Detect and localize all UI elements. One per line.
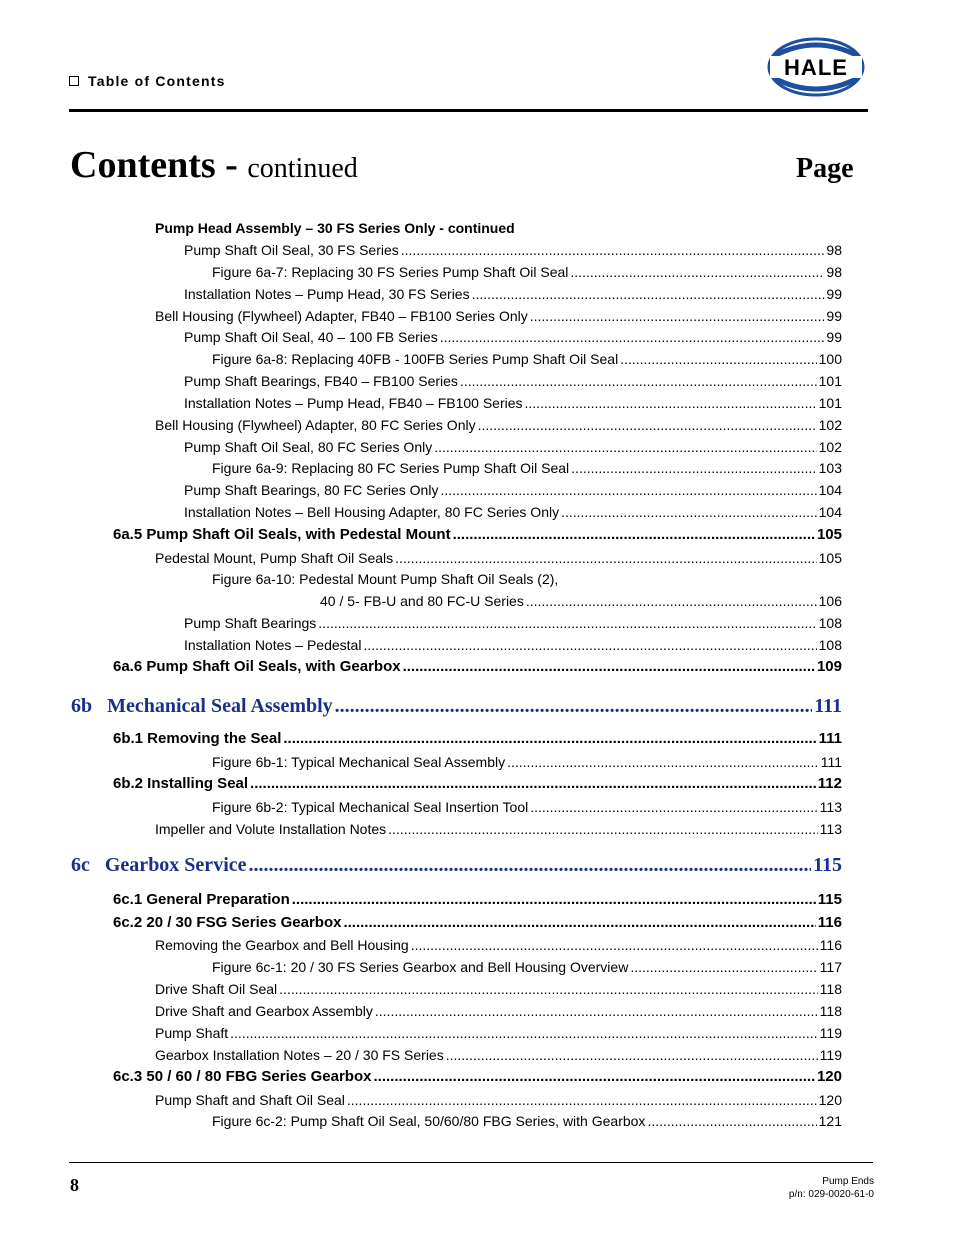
toc-entry[interactable]: Gearbox Installation Notes – 20 / 30 FS Series ..... 119: [155, 1046, 842, 1064]
page-number: 108: [818, 637, 842, 653]
page-number: 120: [816, 1068, 842, 1085]
dot-leader: [318, 614, 816, 632]
dot-leader: [530, 307, 825, 325]
page-number: 104: [818, 504, 842, 520]
footer-rule: [69, 1162, 873, 1163]
dot-leader: [249, 853, 812, 877]
hale-logo: [766, 36, 866, 98]
page-number: 99: [826, 308, 842, 324]
page-number: 112: [817, 775, 842, 792]
dot-leader: [411, 936, 818, 954]
dot-leader: [446, 1046, 818, 1064]
page-number: 101: [818, 395, 842, 411]
page-number: 103: [818, 460, 842, 476]
toc-entry[interactable]: 40 / 5- FB-U and 80 FC-U Series ..... 106: [320, 592, 842, 610]
dot-leader: [403, 658, 815, 676]
dot-leader: [570, 263, 824, 281]
page-number: 101: [818, 373, 842, 389]
dot-leader: [561, 503, 817, 521]
toc-entry[interactable]: Figure 6a-8: Replacing 40FB - 100FB Series Pump Shaft Oil Seal ..... 100: [212, 350, 842, 368]
page-number: 113: [819, 821, 842, 837]
page-number: 119: [819, 1047, 842, 1063]
header-rule: [69, 109, 868, 112]
page-number: 118: [819, 1003, 842, 1019]
title-continued: continued: [247, 153, 358, 184]
dot-leader: [373, 1068, 814, 1086]
toc-entry[interactable]: Pedestal Mount, Pump Shaft Oil Seals ..... 105: [155, 549, 842, 567]
dot-leader: [230, 1024, 818, 1042]
page-number: 115: [817, 891, 842, 908]
running-header-label: Table of Contents: [88, 73, 226, 89]
page-number: 119: [819, 1025, 842, 1041]
dot-leader: [530, 798, 817, 816]
toc-entry[interactable]: Drive Shaft Oil Seal ..... 118: [155, 980, 842, 998]
toc-entry[interactable]: Installation Notes – Pump Head, 30 FS Series ..... 99: [184, 285, 842, 303]
dot-leader: [630, 958, 817, 976]
toc-entry[interactable]: Installation Notes – Pedestal ..... 108: [184, 636, 842, 654]
page-number: 118: [819, 981, 842, 997]
dot-leader: [250, 775, 816, 793]
dot-leader: [460, 372, 817, 390]
page-number: 115: [813, 854, 842, 876]
dot-leader: [526, 592, 817, 610]
running-header: [69, 73, 226, 89]
checkbox-bullet-icon: [69, 76, 79, 86]
toc-entry[interactable]: Figure 6a-7: Replacing 30 FS Series Pump Shaft Oil Seal ..... 98: [212, 263, 842, 281]
dot-leader: [525, 394, 817, 412]
title-main: Contents -: [70, 144, 248, 186]
toc-entry[interactable]: Pump Shaft Oil Seal, 80 FC Series Only ..... 102: [184, 438, 842, 456]
toc-entry[interactable]: Figure 6c-1: 20 / 30 FS Series Gearbox and Bell Housing Overview ..... 117: [212, 958, 842, 976]
dot-leader: [453, 526, 815, 544]
dot-leader: [343, 914, 815, 932]
dot-leader: [375, 1002, 818, 1020]
toc-entry[interactable]: Pump Shaft Oil Seal, 40 – 100 FB Series ..... 99: [184, 328, 842, 346]
page-number: 98: [826, 242, 842, 258]
page-number: 100: [818, 351, 842, 367]
footer-doc-info: [789, 1175, 874, 1201]
page-number: 116: [817, 914, 842, 931]
toc-entry-subsection[interactable]: 6a.5 Pump Shaft Oil Seals, with Pedestal Mount ..... 105: [113, 526, 842, 544]
footer-doc-name: Pump Ends: [822, 1176, 874, 1187]
toc-entry-subsection[interactable]: 6b.1 Removing the Seal ..... 111: [113, 730, 842, 748]
toc-entry[interactable]: Bell Housing (Flywheel) Adapter, 80 FC Series Only ..... 102: [155, 416, 842, 434]
toc-entry[interactable]: Pump Head Assembly – 30 FS Series Only - continued: [155, 220, 515, 236]
page-number: 108: [818, 615, 842, 631]
toc-entry[interactable]: Pump Shaft and Shaft Oil Seal ..... 120: [155, 1091, 842, 1109]
page-number: 111: [818, 730, 842, 747]
toc-entry[interactable]: Figure 6b-1: Typical Mechanical Seal Assembly ..... 111: [212, 753, 842, 771]
dot-leader: [283, 730, 816, 748]
page-number: 121: [818, 1113, 842, 1129]
dot-leader: [335, 694, 813, 718]
footer-part-number: p/n: 029-0020-61-0: [788, 1189, 874, 1200]
dot-leader: [434, 438, 816, 456]
dot-leader: [571, 459, 816, 477]
dot-leader: [279, 980, 818, 998]
dot-leader: [292, 891, 816, 909]
toc-entry-subsection[interactable]: 6c.1 General Preparation ..... 115: [113, 891, 842, 909]
toc-entry[interactable]: Figure 6a-9: Replacing 80 FC Series Pump Shaft Oil Seal ..... 103: [212, 459, 842, 477]
toc-entry[interactable]: Pump Shaft Bearings, 80 FC Series Only ..... 104: [184, 481, 842, 499]
toc-entry[interactable]: Figure 6a-10: Pedestal Mount Pump Shaft Oil Seals (2),: [212, 571, 559, 587]
page-number: 99: [826, 329, 842, 345]
page-number: 102: [818, 417, 842, 433]
page-number: 113: [819, 799, 842, 815]
toc-entry[interactable]: Removing the Gearbox and Bell Housing ..... 116: [155, 936, 842, 954]
page-number: 102: [818, 439, 842, 455]
dot-leader: [388, 820, 818, 838]
page-number: 98: [826, 264, 842, 280]
toc-entry[interactable]: Figure 6b-2: Typical Mechanical Seal Insertion Tool ..... 113: [212, 798, 842, 816]
dot-leader: [440, 481, 816, 499]
dot-leader: [363, 636, 816, 654]
page-column-label: Page: [796, 153, 854, 184]
dot-leader: [395, 549, 817, 567]
toc-entry[interactable]: Pump Shaft ..... 119: [155, 1024, 842, 1042]
dot-leader: [401, 241, 825, 259]
toc-entry-subsection[interactable]: 6c.3 50 / 60 / 80 FBG Series Gearbox ..... 120: [113, 1068, 842, 1086]
page-number-footer: 8: [70, 1175, 79, 1195]
toc-entry-subsection[interactable]: 6c.2 20 / 30 FSG Series Gearbox ..... 116: [113, 914, 842, 932]
dot-leader: [507, 753, 819, 771]
page-number: 120: [818, 1092, 842, 1108]
toc-entry[interactable]: Pump Shaft Oil Seal, 30 FS Series ..... 98: [184, 241, 842, 259]
page-number: 106: [818, 593, 842, 609]
toc-entry[interactable]: Figure 6c-2: Pump Shaft Oil Seal, 50/60/80 FBG Series, with Gearbox ..... 121: [212, 1112, 842, 1130]
page-number: 99: [826, 286, 842, 302]
toc-entry[interactable]: Bell Housing (Flywheel) Adapter, FB40 – FB100 Series Only ..... 99: [155, 307, 842, 325]
page-number: 104: [818, 482, 842, 498]
toc-section-6b[interactable]: 6b Mechanical Seal Assembly ..... 111: [71, 694, 842, 718]
page-number: 117: [819, 959, 842, 975]
toc-entry[interactable]: Impeller and Volute Installation Notes ..... 113: [155, 820, 842, 838]
page-number: 116: [819, 937, 842, 953]
toc-entry[interactable]: Pump Shaft Bearings ..... 108: [184, 614, 842, 632]
page-number: 109: [816, 658, 842, 675]
dot-leader: [478, 416, 817, 434]
dot-leader: [347, 1091, 817, 1109]
page-number: 111: [820, 754, 842, 770]
toc-entry[interactable]: Installation Notes – Pump Head, FB40 – FB100 Series ..... 101: [184, 394, 842, 412]
toc-entry[interactable]: Drive Shaft and Gearbox Assembly ..... 118: [155, 1002, 842, 1020]
logo-text: HALE: [784, 55, 848, 80]
dot-leader: [440, 328, 825, 346]
toc-entry-subsection[interactable]: 6a.6 Pump Shaft Oil Seals, with Gearbox ..... 109: [113, 658, 842, 676]
dot-leader: [620, 350, 816, 368]
toc-entry[interactable]: Installation Notes – Bell Housing Adapter, 80 FC Series Only ..... 104: [184, 503, 842, 521]
dot-leader: [472, 285, 825, 303]
page-title: [70, 142, 358, 192]
toc-entry-subsection[interactable]: 6b.2 Installing Seal ..... 112: [113, 775, 842, 793]
page-number: 111: [814, 695, 842, 717]
page-number: 105: [818, 550, 842, 566]
dot-leader: [647, 1112, 816, 1130]
toc-section-6c[interactable]: 6c Gearbox Service ..... 115: [71, 853, 842, 877]
page-number: 105: [816, 526, 842, 543]
toc-entry[interactable]: Pump Shaft Bearings, FB40 – FB100 Series ..... 101: [184, 372, 842, 390]
